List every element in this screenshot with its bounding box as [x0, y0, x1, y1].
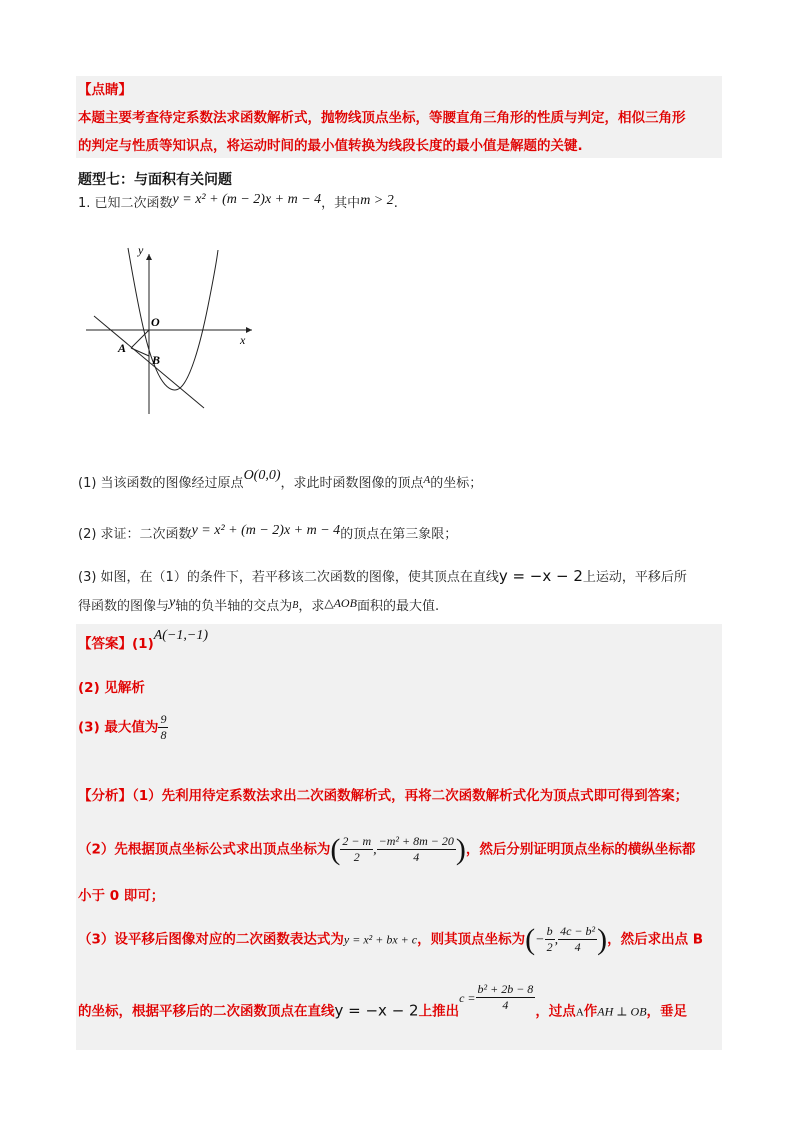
y-axis-arrow	[146, 254, 152, 260]
analysis-p2-frac1	[340, 834, 373, 865]
question-2	[78, 525, 457, 545]
problem-intro-c: .	[393, 196, 398, 211]
question-3-triangle: △AOB	[324, 596, 357, 610]
analysis-p3-den2: 4	[574, 940, 581, 954]
question-2-b: 的顶点在第三象限；	[340, 527, 458, 542]
analysis-p3-c: ，然后求出点 B	[607, 931, 704, 948]
analysis-p2	[78, 834, 695, 865]
question-1	[78, 468, 483, 494]
analysis-p2-line2: 小于 0 即可；	[78, 888, 165, 904]
origin-label: O	[151, 315, 160, 329]
analysis-p4-point-a: A	[575, 1006, 584, 1019]
dianjing-label: 【点睛】	[78, 82, 132, 98]
analysis-p4	[78, 982, 688, 1027]
analysis-p4-num: b² + 2b − 8	[477, 982, 534, 996]
analysis-p3	[78, 924, 703, 955]
analysis-p2-num2: −m² + 8m − 20	[378, 834, 454, 848]
answer-3-fraction	[158, 712, 168, 743]
analysis-p2-a: （2）先根据顶点坐标公式求出顶点坐标为	[78, 841, 331, 858]
analysis-p3-frac2	[558, 924, 597, 955]
analysis-p3-paren-open: (	[525, 922, 536, 956]
question-2-function: y = x² + (m − 2)x + m − 4	[191, 523, 341, 538]
analysis-p4-line: y = −x − 2	[334, 1001, 419, 1020]
analysis-p3-function: y = x² + bx + c	[343, 932, 418, 947]
parabola-figure	[76, 236, 256, 416]
question-1-point: O(0,0)	[243, 468, 281, 483]
question-3-line2	[78, 596, 439, 618]
analysis-p2-paren-open: (	[330, 832, 341, 866]
analysis-p4-den: 4	[502, 998, 509, 1012]
analysis-p1	[78, 786, 688, 806]
answer-label: 【答案】	[78, 636, 132, 652]
answer-1-prefix: (1)	[132, 636, 154, 652]
answer-2: (2) 见解析	[78, 680, 145, 696]
analysis-p3-num1: b	[546, 924, 553, 938]
question-3-b: 上运动，平移后所	[582, 570, 687, 585]
analysis-p2-paren-close: )	[455, 832, 466, 866]
problem-condition: m > 2	[360, 193, 394, 208]
point-a-label: A	[118, 341, 127, 355]
question-3-d: 轴的负半轴的交点为	[175, 599, 293, 614]
answer-1-value: A(−1,−1)	[153, 628, 209, 643]
analysis-p4-c-lhs: c =	[459, 990, 476, 1005]
analysis-p4-frac	[476, 982, 536, 1013]
y-axis-label: y	[138, 243, 144, 257]
dianjing-text-line1: 本题主要考查待定系数法求函数解析式，抛物线顶点坐标，等腰直角三角形的性质与判定，相似三角形	[78, 110, 686, 126]
question-1-b: ，求此时函数图像的顶点	[280, 476, 424, 491]
answer-3-denominator: 8	[160, 728, 167, 742]
problem-intro	[78, 194, 398, 214]
question-3-point-b: B	[292, 600, 299, 611]
question-2-a: (2) 求证：二次函数	[78, 527, 192, 542]
analysis-p4-a: 的坐标，根据平移后的二次函数顶点在直线	[78, 1003, 335, 1020]
analysis-p3-num2: 4c − b²	[560, 924, 596, 938]
analysis-p2-den2: 4	[413, 850, 420, 864]
question-3-y: y	[169, 595, 176, 610]
parabola-curve	[128, 248, 218, 390]
section-title: 题型七：与面积有关问题	[78, 172, 232, 188]
analysis-p4-c: ，过点	[535, 1003, 576, 1020]
analysis-p2-comma: ,	[373, 842, 377, 858]
analysis-p2-frac2	[377, 834, 456, 865]
analysis-p4-e: ，垂足	[646, 1003, 688, 1020]
point-b-label: B	[152, 353, 161, 367]
question-1-c: 的坐标；	[430, 476, 483, 491]
analysis-label: 【分析】	[78, 788, 132, 804]
question-3-line: y = −x − 2	[498, 567, 583, 585]
dianjing-text-line2: 的判定与性质等知识点，将运动时间的最小值转换为线段长度的最小值是解题的关键.	[78, 138, 583, 154]
question-1-vertex: A	[423, 474, 431, 486]
analysis-p2-num1: 2 − m	[342, 834, 372, 848]
question-3-e: ，求	[298, 599, 325, 614]
x-axis-label: x	[240, 333, 246, 347]
analysis-p3-b: ，则其顶点坐标为	[417, 931, 526, 948]
analysis-p3-minus: −	[535, 932, 545, 948]
analysis-p3-paren-close: )	[597, 922, 608, 956]
question-3-line1	[78, 566, 687, 588]
question-1-a: (1) 当该函数的图像经过原点	[78, 476, 244, 491]
analysis-p3-frac1	[545, 924, 555, 955]
analysis-p2-b: ，然后分别证明顶点坐标的横纵坐标都	[465, 841, 696, 858]
analysis-p4-b: 上推出	[418, 1003, 460, 1020]
question-3-c: 得函数的图像与	[78, 599, 170, 614]
analysis-p3-den1: 2	[546, 940, 553, 954]
problem-function: y = x² + (m − 2)x + m − 4	[172, 192, 322, 207]
analysis-p1-text: （1）先利用待定系数法求出二次函数解析式，再将二次函数解析式化为顶点式即可得到答案；	[132, 788, 689, 804]
question-3-a: (3) 如图，在（1）的条件下，若平移该二次函数的图像，使其顶点在直线	[78, 570, 499, 585]
analysis-p3-a: （3）设平移后图像对应的二次函数表达式为	[78, 931, 344, 948]
problem-intro-b: ，其中	[321, 196, 361, 211]
answer-3-prefix: (3) 最大值为	[78, 719, 159, 736]
analysis-p2-den1: 2	[353, 850, 360, 864]
answer-1	[78, 628, 209, 655]
analysis-p3-comma: ,	[554, 932, 559, 948]
problem-intro-a: 1. 已知二次函数	[78, 196, 173, 211]
analysis-p4-d: 作	[583, 1003, 598, 1020]
answer-3-numerator: 9	[160, 712, 167, 726]
x-axis-arrow	[246, 327, 252, 333]
analysis-p4-perp: AH ⊥ OB	[597, 1004, 647, 1019]
answer-3	[78, 712, 168, 743]
question-3-f: 面积的最大值.	[356, 599, 440, 614]
